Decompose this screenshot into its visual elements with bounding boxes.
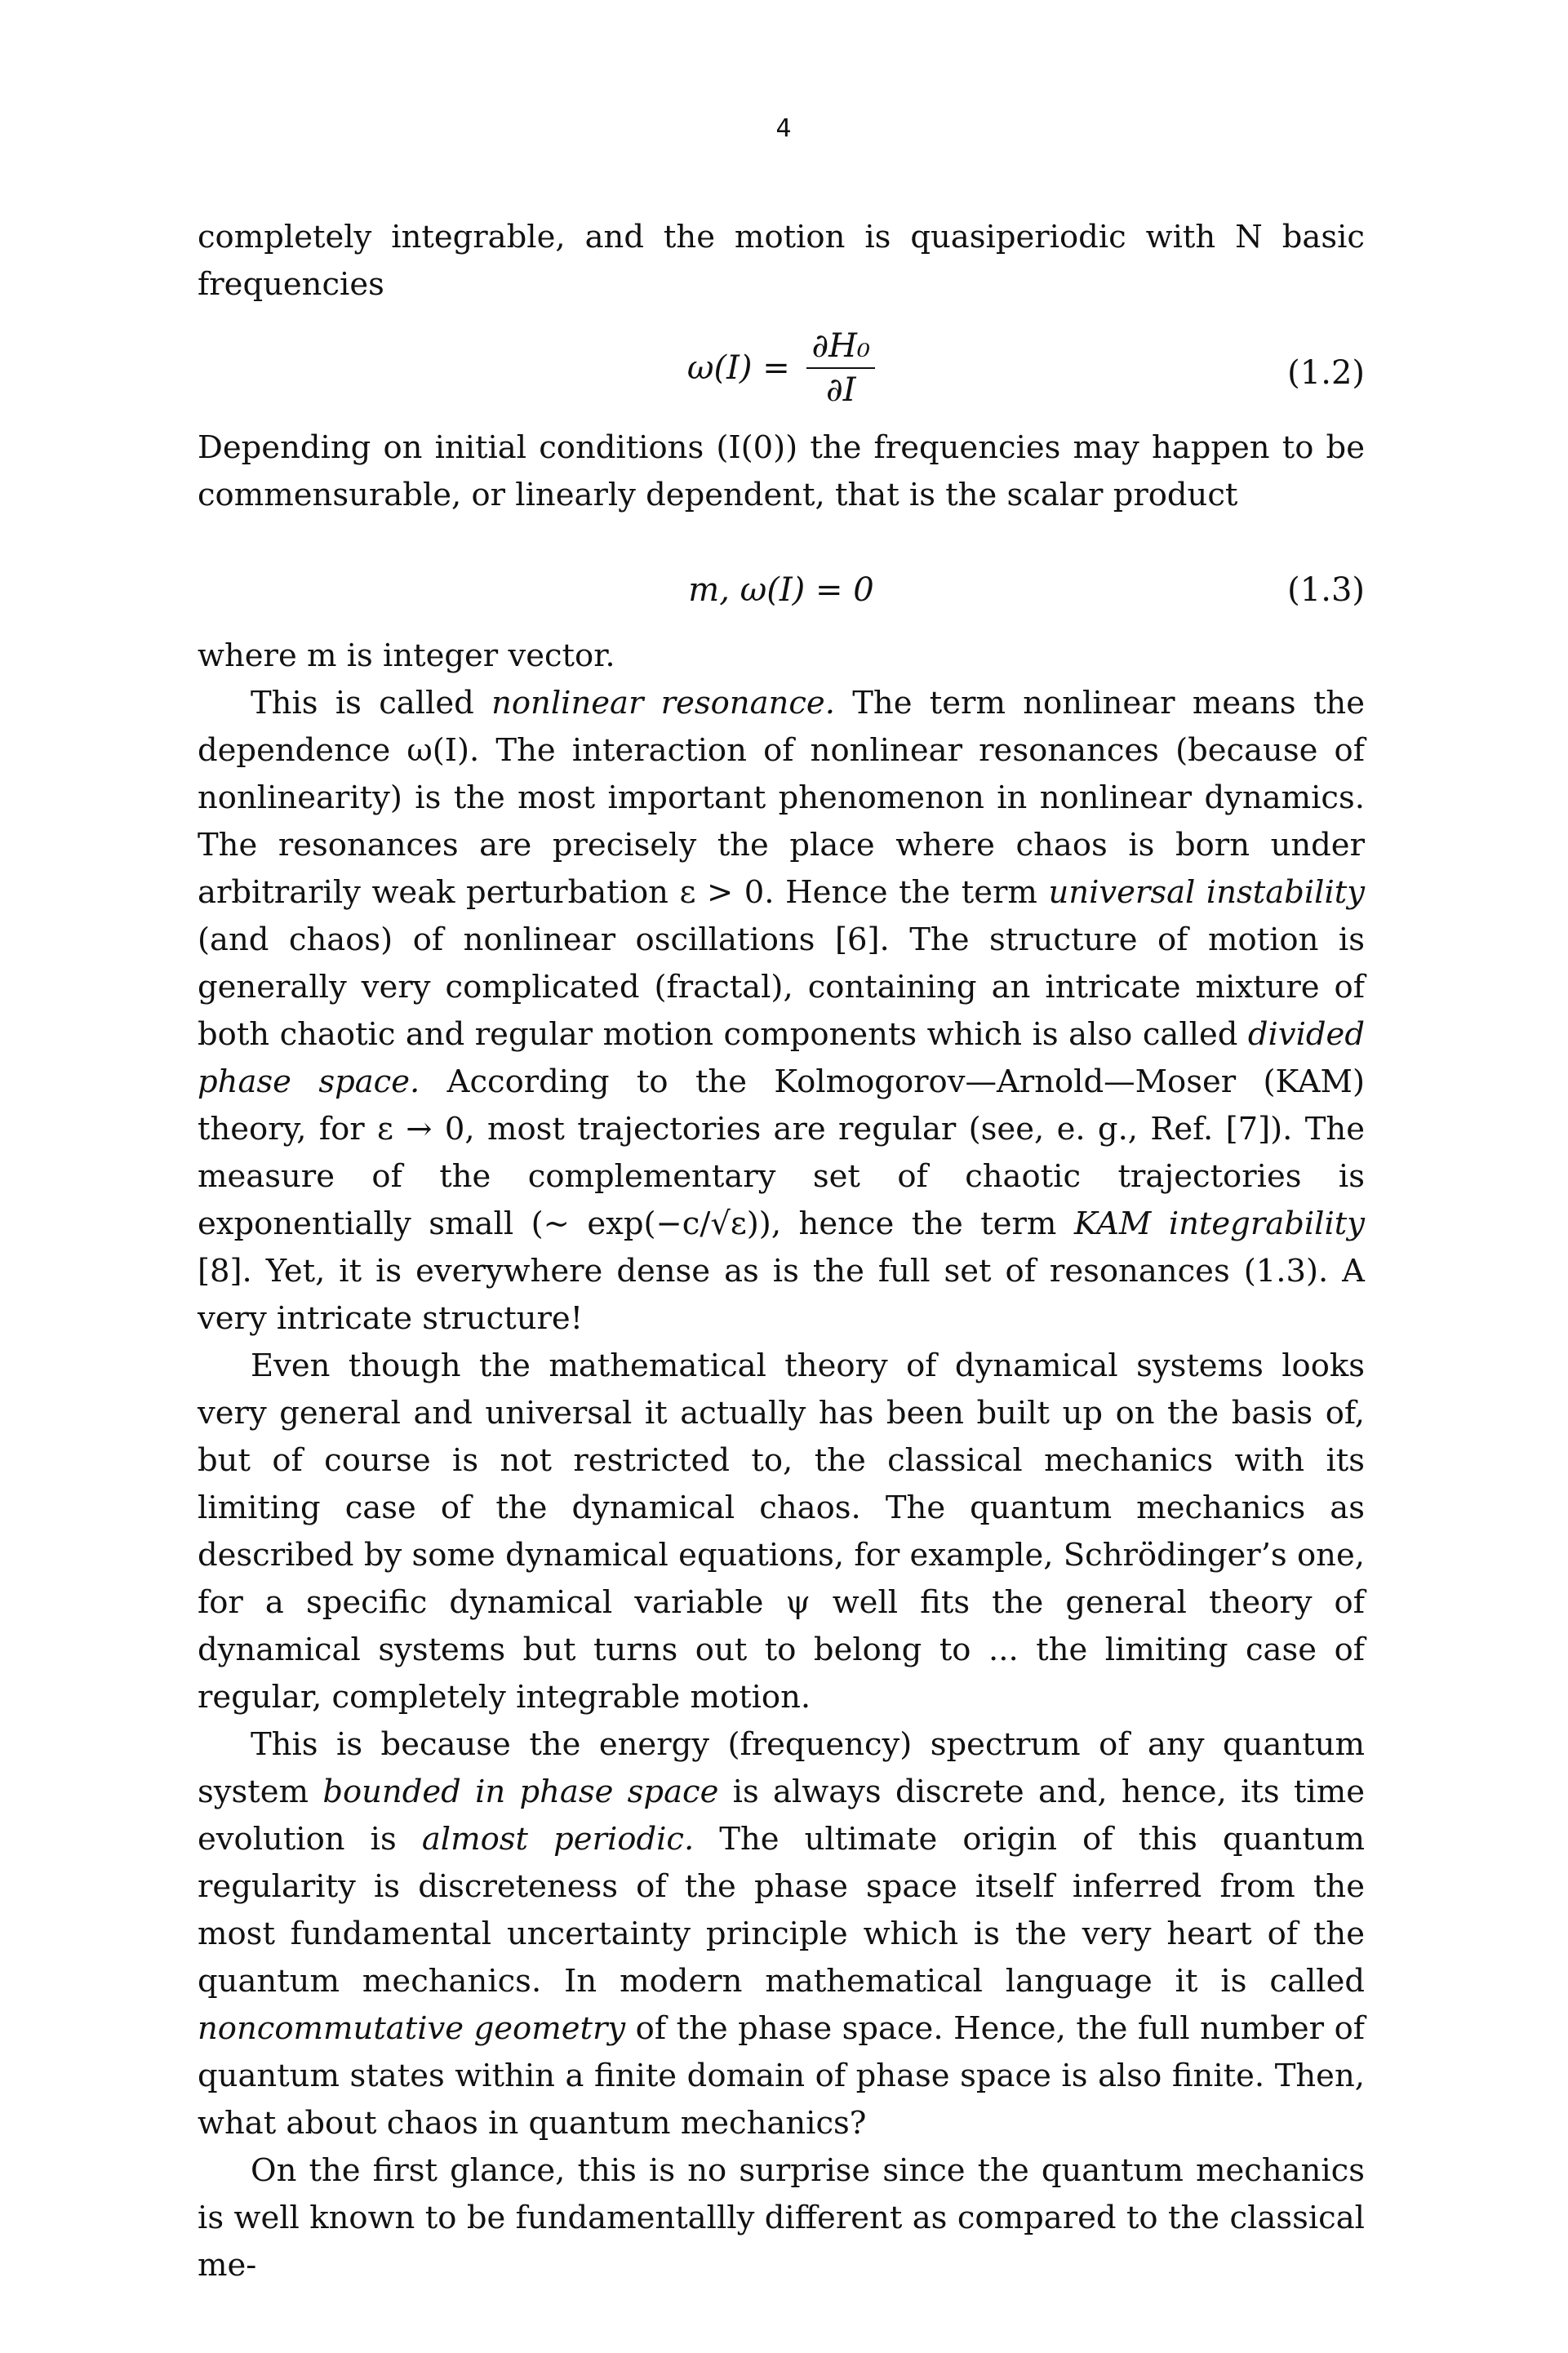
body-text: [198, 633, 1365, 2289]
paragraph-intro: [198, 214, 1365, 309]
text-run: This is called: [251, 685, 492, 721]
text-run: According to the Kolmogorov—Arnold—Moser (KAM) theory, for ε → 0, most trajectories are regular (see, e. g., Ref. [7]). The measure of the complementary set of chaotic trajectories is exponentially small (∼ exp(−c/√ε)), hence the term: [198, 1063, 1365, 1242]
equation-1-2: [198, 326, 1365, 416]
paragraph-dynamical-systems: Even though the mathematical theory of dynamical systems looks very general and universal it actually has been built up on the basis of, but of course is not restricted to, the classical mechanics with its limiting case of the dynamical chaos. The quantum mechanics as described by some dynamical equations, for example, Schrödinger’s one, for a specific dynamical variable ψ well fits the general theory of dynamical systems but turns out to belong to ... the limiting case of regular, completely integrable motion.: [198, 1347, 1365, 1716]
paragraph-text: Depending on initial conditions (I(0)) the frequencies may happen to be commensurable, or linearly dependent, that is the scalar product: [198, 429, 1365, 513]
text-run: is always discrete and, hence, its time evolution is: [198, 1774, 1366, 1858]
fraction-denominator: ∂I: [826, 371, 856, 409]
text-run: This is because the energy (frequency) spectrum of any quantum system: [198, 1726, 1365, 1810]
emphasis-term: almost periodic.: [421, 1821, 695, 1858]
paragraph-quantum-regularity: [198, 1721, 1365, 2147]
paragraph-first-glance: On the first glance, this is no surprise since the quantum mechanics is well known to be fundamentallly different as compared to the classical me-: [198, 2152, 1365, 2284]
equation-body: m, ω(I) = 0: [688, 571, 874, 609]
emphasis-term: bounded in phase space: [322, 1774, 719, 1810]
emphasis-term: noncommutative geometry: [198, 2010, 626, 2047]
equation-body: [198, 326, 1365, 410]
text-run: The ultimate origin of this quantum regularity is discreteness of the phase space itself inferred from the most fundamental uncertainty principle which is the very heart of the quantum mechanics. In modern mathematical language it is called: [198, 1821, 1365, 2000]
text-run: [8]. Yet, it is everywhere dense as is the full set of resonances (1.3). A very intricate structure!: [198, 1253, 1365, 1337]
paragraph-conditions: [198, 424, 1365, 519]
emphasis-term: universal instability: [1048, 874, 1366, 911]
equation-lhs: ω(I) =: [686, 349, 790, 387]
equation-1-3: [198, 571, 1365, 637]
emphasis-term: divided phase space.: [198, 1016, 1365, 1100]
emphasis-term: nonlinear resonance.: [491, 685, 835, 721]
fraction-numerator: ∂H₀: [806, 326, 875, 369]
text-run: The term nonlinear means the dependence ω(I). The interaction of nonlinear resonances (because of nonlinearity) is the most important phenomenon in nonlinear dynamics. The resonances are precisely the place where chaos is born under arbitrarily weak perturbation ε > 0. Hence the term: [198, 685, 1366, 911]
equation-number: (1.3): [1287, 571, 1365, 609]
emphasis-term: KAM integrability: [1073, 1205, 1365, 1242]
paragraph-where: where m is integer vector.: [198, 637, 615, 674]
text-run: of the phase space. Hence, the full number of quantum states within a finite domain of phase space is also finite. Then, what about chaos in quantum mechanics?: [198, 2010, 1365, 2142]
paragraph-text: completely integrable, and the motion is quasiperiodic with N basic frequencies: [198, 219, 1365, 303]
paragraph-nonlinear-resonance: [198, 680, 1365, 1343]
text-run: (and chaos) of nonlinear oscillations [6]. The structure of motion is generally very complicated (fractal), containing an intricate mixture of both chaotic and regular motion components which is also called: [198, 921, 1365, 1053]
equation-number: (1.2): [1287, 354, 1365, 392]
fraction: [806, 326, 875, 410]
page-number: 4: [775, 114, 793, 143]
